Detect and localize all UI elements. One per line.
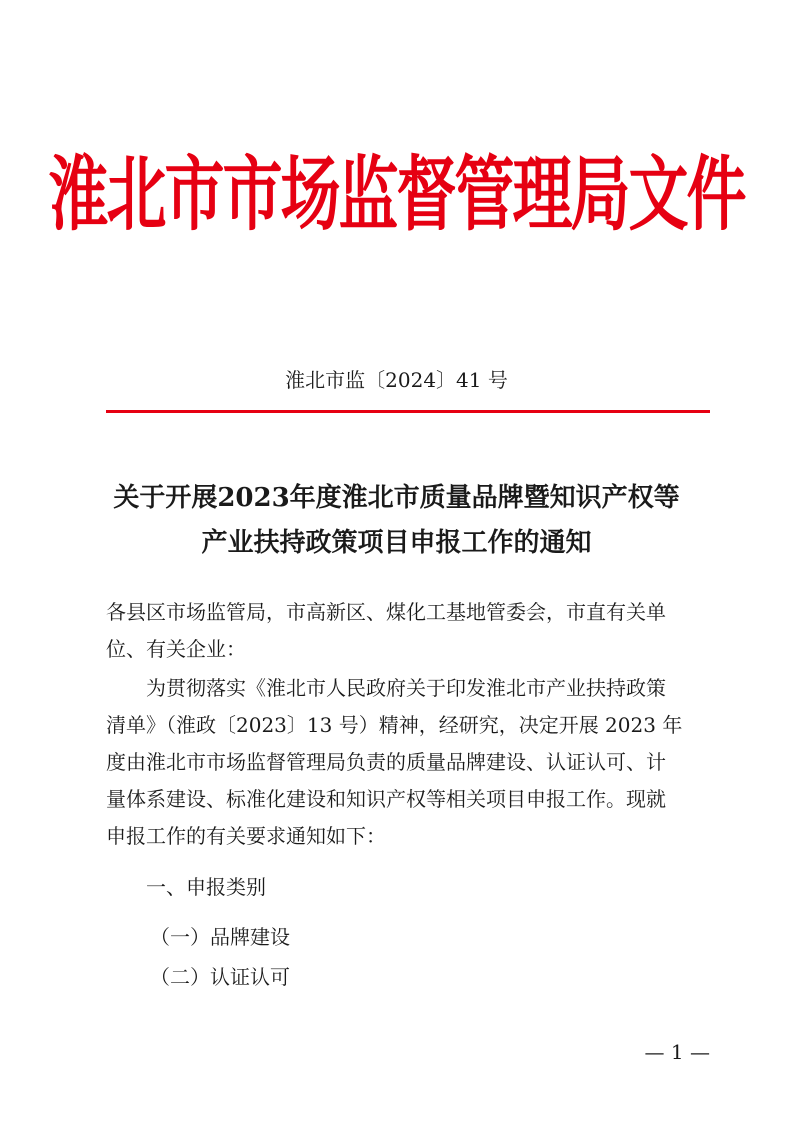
intro-paragraph	[106, 670, 706, 855]
document-number: 淮北市监〔2024〕41 号	[285, 368, 508, 392]
notice-title	[0, 476, 793, 566]
addressee-line-1: 各县区市场监管局，市高新区、煤化工基地管委会，市直有关单	[106, 600, 666, 624]
paragraph-line-4: 量体系建设、标准化建设和知识产权等相关项目申报工作。现就	[106, 787, 666, 811]
paragraph-line-1: 为贯彻落实《淮北市人民政府关于印发淮北市产业扶持政策	[146, 676, 666, 700]
document-masthead: 淮北市市场监督管理局文件	[48, 148, 745, 243]
addressee-block	[106, 594, 706, 668]
red-separator-line	[106, 410, 710, 413]
section-heading-category: 一、申报类别	[146, 875, 266, 899]
paragraph-line-2: 清单》（淮政〔2023〕13 号）精神，经研究，决定开展 2023 年	[106, 713, 683, 737]
section-item-brand: （一）品牌建设	[150, 925, 290, 949]
page-number: — 1 —	[644, 1040, 710, 1064]
notice-title-line-1: 关于开展2023年度淮北市质量品牌暨知识产权等	[113, 483, 680, 513]
paragraph-line-5: 申报工作的有关要求通知如下：	[106, 824, 386, 848]
section-item-certification: （二）认证认可	[150, 965, 290, 989]
notice-title-line-2: 产业扶持政策项目申报工作的通知	[201, 528, 592, 558]
addressee-line-2: 位、有关企业：	[106, 637, 246, 661]
paragraph-line-3: 度由淮北市市场监督管理局负责的质量品牌建设、认证认可、计	[106, 750, 666, 774]
